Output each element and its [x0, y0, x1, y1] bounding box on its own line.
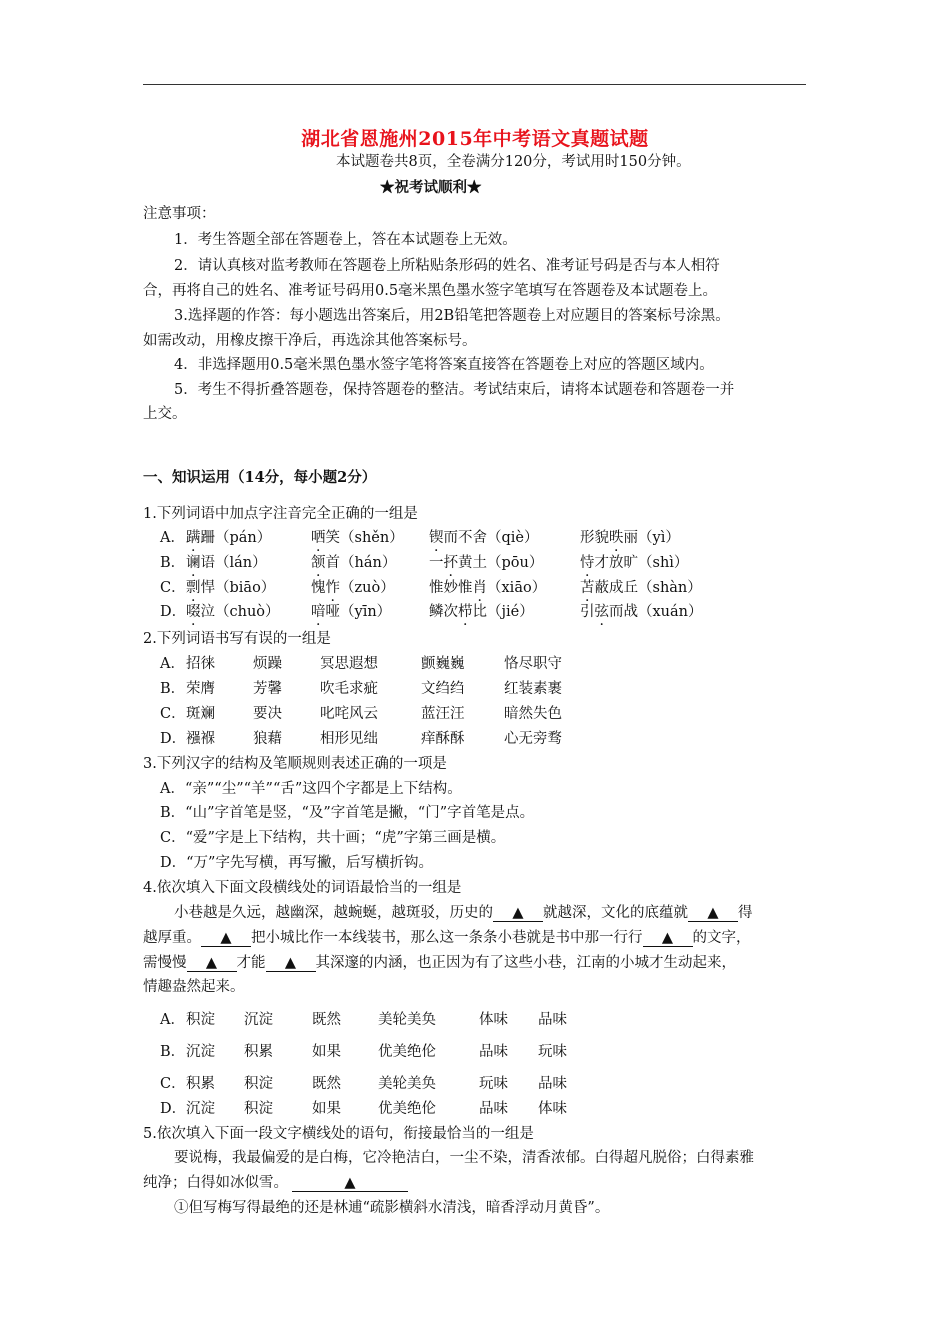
option-word: 要决	[253, 706, 282, 722]
note-4: 4．非选择题用0.5毫米黑色墨水签字笔将答案直接答在答题卷上对应的答题区域内。	[174, 357, 714, 373]
option-label: D．	[160, 1101, 187, 1117]
option-label: D．	[160, 731, 187, 747]
option-word: 剽悍（biāo）	[186, 580, 276, 596]
option-word: 啜泣（chuò）	[186, 604, 280, 620]
note-3-line-2: 如需改动，用橡皮擦干净后，再选涂其他答案标号。	[143, 333, 477, 349]
option-word: 沉淀	[186, 1044, 215, 1060]
option-word: 襁褓	[186, 731, 215, 747]
option-word: 既然	[312, 1076, 341, 1092]
option-label: A．	[160, 1012, 185, 1028]
option-b: B．“山”字首笔是竖，“及”字首笔是撇，“门”字首笔是点。	[160, 805, 535, 821]
option-word: 红装素裹	[504, 681, 562, 697]
option-word: 积淀	[244, 1101, 273, 1117]
option-word: 哂笑（shěn）	[311, 530, 404, 546]
option-word: 文绉绉	[421, 681, 465, 697]
option-word: 如果	[312, 1101, 341, 1117]
option-word: 芳馨	[253, 681, 282, 697]
passage-line: 越厚重。 ▲ 把小城比作一本线装书，那么这一条条小巷就是书中那一行行 ▲ 的文字，	[143, 930, 751, 946]
exam-title: 湖北省恩施州2015年中考语文真题试题	[301, 128, 649, 150]
answer-blank: ▲	[292, 1176, 408, 1192]
option-word: 冥思遐想	[320, 656, 378, 672]
notes-heading: 注意事项：	[143, 206, 216, 222]
option-word: 谰语（lán）	[186, 555, 267, 571]
option-word: 美轮美奂	[378, 1012, 436, 1028]
section-heading: 一、知识运用（14分，每小题2分）	[143, 469, 377, 486]
option-word: 优美绝伦	[378, 1044, 436, 1060]
option-label: C．	[160, 580, 186, 596]
option-word: 心无旁骛	[504, 731, 562, 747]
passage-line: 纯净；白得如冰似雪。 ▲	[143, 1171, 408, 1192]
option-label: A．	[160, 656, 185, 672]
note-2-line-1: 2．请认真核对监考教师在答题卷上所粘贴条形码的姓名、准考证号码是否与本人相符	[174, 258, 720, 274]
passage-line: 需慢慢 ▲ 才能 ▲ 其深邃的内涵，也正因为有了这些小巷，江南的小城才生动起来，	[143, 955, 736, 971]
note-5-line-1: 5．考生不得折叠答题卷，保持答题卷的整洁。考试结束后，请将本试题卷和答题卷一并	[174, 382, 735, 398]
option-word: 美轮美奂	[378, 1076, 436, 1092]
option-word: 积累	[244, 1044, 273, 1060]
option-word: 品味	[479, 1101, 508, 1117]
option-word: 相形见绌	[320, 731, 378, 747]
option-word: 恪尽职守	[504, 656, 562, 672]
question-2-stem: 2.下列词语书写有误的一组是	[143, 631, 331, 647]
option-word: 玩味	[538, 1044, 567, 1060]
option-word: 喑哑（yīn）	[311, 604, 392, 620]
passage-line: 要说梅，我最偏爱的是白梅，它冷艳洁白，一尘不染，清香浓郁。白得超凡脱俗；白得素雅	[174, 1150, 754, 1166]
option-word: 积淀	[244, 1076, 273, 1092]
passage-line: 情趣盎然起来。	[143, 979, 245, 995]
option-label: C．	[160, 706, 186, 722]
option-word: 愧怍（zuò）	[311, 580, 395, 596]
option-word: 蓝汪汪	[421, 706, 465, 722]
option-label: D．	[160, 604, 187, 620]
sentence-option-1: ①但写梅写得最绝的还是林逋“疏影横斜水清浅，暗香浮动月黄昏”。	[174, 1200, 610, 1216]
question-3-stem: 3.下列汉字的结构及笔顺规则表述正确的一项是	[143, 756, 447, 772]
option-word: 品味	[479, 1044, 508, 1060]
question-4-stem: 4.依次填入下面文段横线处的词语最恰当的一组是	[143, 880, 462, 896]
option-word: 鳞次栉比（jié）	[429, 604, 534, 620]
answer-blank: ▲	[187, 956, 237, 972]
note-1: 1．考生答题全部在答题卷上，答在本试题卷上无效。	[174, 232, 517, 248]
option-word: 蹒跚（pán）	[186, 530, 272, 546]
option-word: 狼藉	[253, 731, 282, 747]
option-word: 锲而不舍（qiè）	[429, 530, 539, 546]
option-word: 暗然失色	[504, 706, 562, 722]
option-word: 沉淀	[244, 1012, 273, 1028]
option-word: 叱咤风云	[320, 706, 378, 722]
option-word: 颔首（hán）	[311, 555, 397, 571]
answer-blank: ▲	[493, 906, 543, 922]
question-5-stem: 5.依次填入下面一段文字横线处的语句，衔接最恰当的一组是	[143, 1126, 534, 1142]
option-label: B．	[160, 681, 186, 697]
question-1-stem: 1.下列词语中加点字注音完全正确的一组是	[143, 506, 418, 522]
option-word: 体味	[538, 1101, 567, 1117]
option-word: 沉淀	[186, 1101, 215, 1117]
option-word: 恃才放旷（shì）	[580, 555, 689, 571]
option-a: A．“亲”“尘”“羊”“舌”这四个字都是上下结构。	[160, 781, 462, 797]
option-label: A．	[160, 530, 185, 546]
option-word: 优美绝伦	[378, 1101, 436, 1117]
option-word: 惟妙惟肖（xiāo）	[429, 580, 547, 596]
answer-blank: ▲	[643, 931, 693, 947]
option-label: B．	[160, 1044, 186, 1060]
option-word: 体味	[479, 1012, 508, 1028]
good-luck-line: ★祝考试顺利★	[380, 179, 482, 196]
exam-subtitle: 本试题卷共8页，全卷满分120分，考试用时150分钟。	[336, 154, 691, 170]
option-c: C．“爱”字是上下结构，共十画；“虎”字第三画是横。	[160, 830, 506, 846]
option-word: 品味	[538, 1012, 567, 1028]
answer-blank: ▲	[688, 906, 738, 922]
option-word: 颤巍巍	[421, 656, 465, 672]
option-word: 玩味	[479, 1076, 508, 1092]
option-word: 品味	[538, 1076, 567, 1092]
option-d: D．“万”字先写横，再写撇，后写横折钩。	[160, 855, 433, 871]
option-word: 积累	[186, 1076, 215, 1092]
option-word: 荣膺	[186, 681, 215, 697]
option-word: 吹毛求疵	[320, 681, 378, 697]
option-word: 斑斓	[186, 706, 215, 722]
passage-line: 小巷越是久远，越幽深，越蜿蜒，越斑驳，历史的 ▲ 就越深，文化的底蕴就 ▲ 得	[174, 905, 753, 921]
option-word: 烦躁	[253, 656, 282, 672]
option-label: C．	[160, 1076, 186, 1092]
note-2-line-2: 合，再将自己的姓名、准考证号码用0.5毫米黑色墨水签字笔填写在答题卷及本试题卷上。	[143, 283, 718, 299]
answer-blank: ▲	[266, 956, 316, 972]
option-word: 积淀	[186, 1012, 215, 1028]
option-word: 苫蔽成丘（shàn）	[580, 580, 702, 596]
option-word: 引弦而战（xuán）	[580, 604, 703, 620]
note-5-line-2: 上交。	[143, 406, 187, 422]
option-word: 痒酥酥	[421, 731, 465, 747]
header-rule	[143, 84, 806, 85]
option-word: 既然	[312, 1012, 341, 1028]
option-word: 如果	[312, 1044, 341, 1060]
option-label: B．	[160, 555, 186, 571]
answer-blank: ▲	[201, 931, 251, 947]
option-word: 一抔黄土（pōu）	[429, 555, 544, 571]
option-word: 招徕	[186, 656, 215, 672]
option-word: 形貌昳丽（yì）	[580, 530, 680, 546]
note-3-line-1: 3.选择题的作答：每小题选出答案后，用2B铅笔把答题卷上对应题目的答案标号涂黑。	[174, 308, 730, 324]
